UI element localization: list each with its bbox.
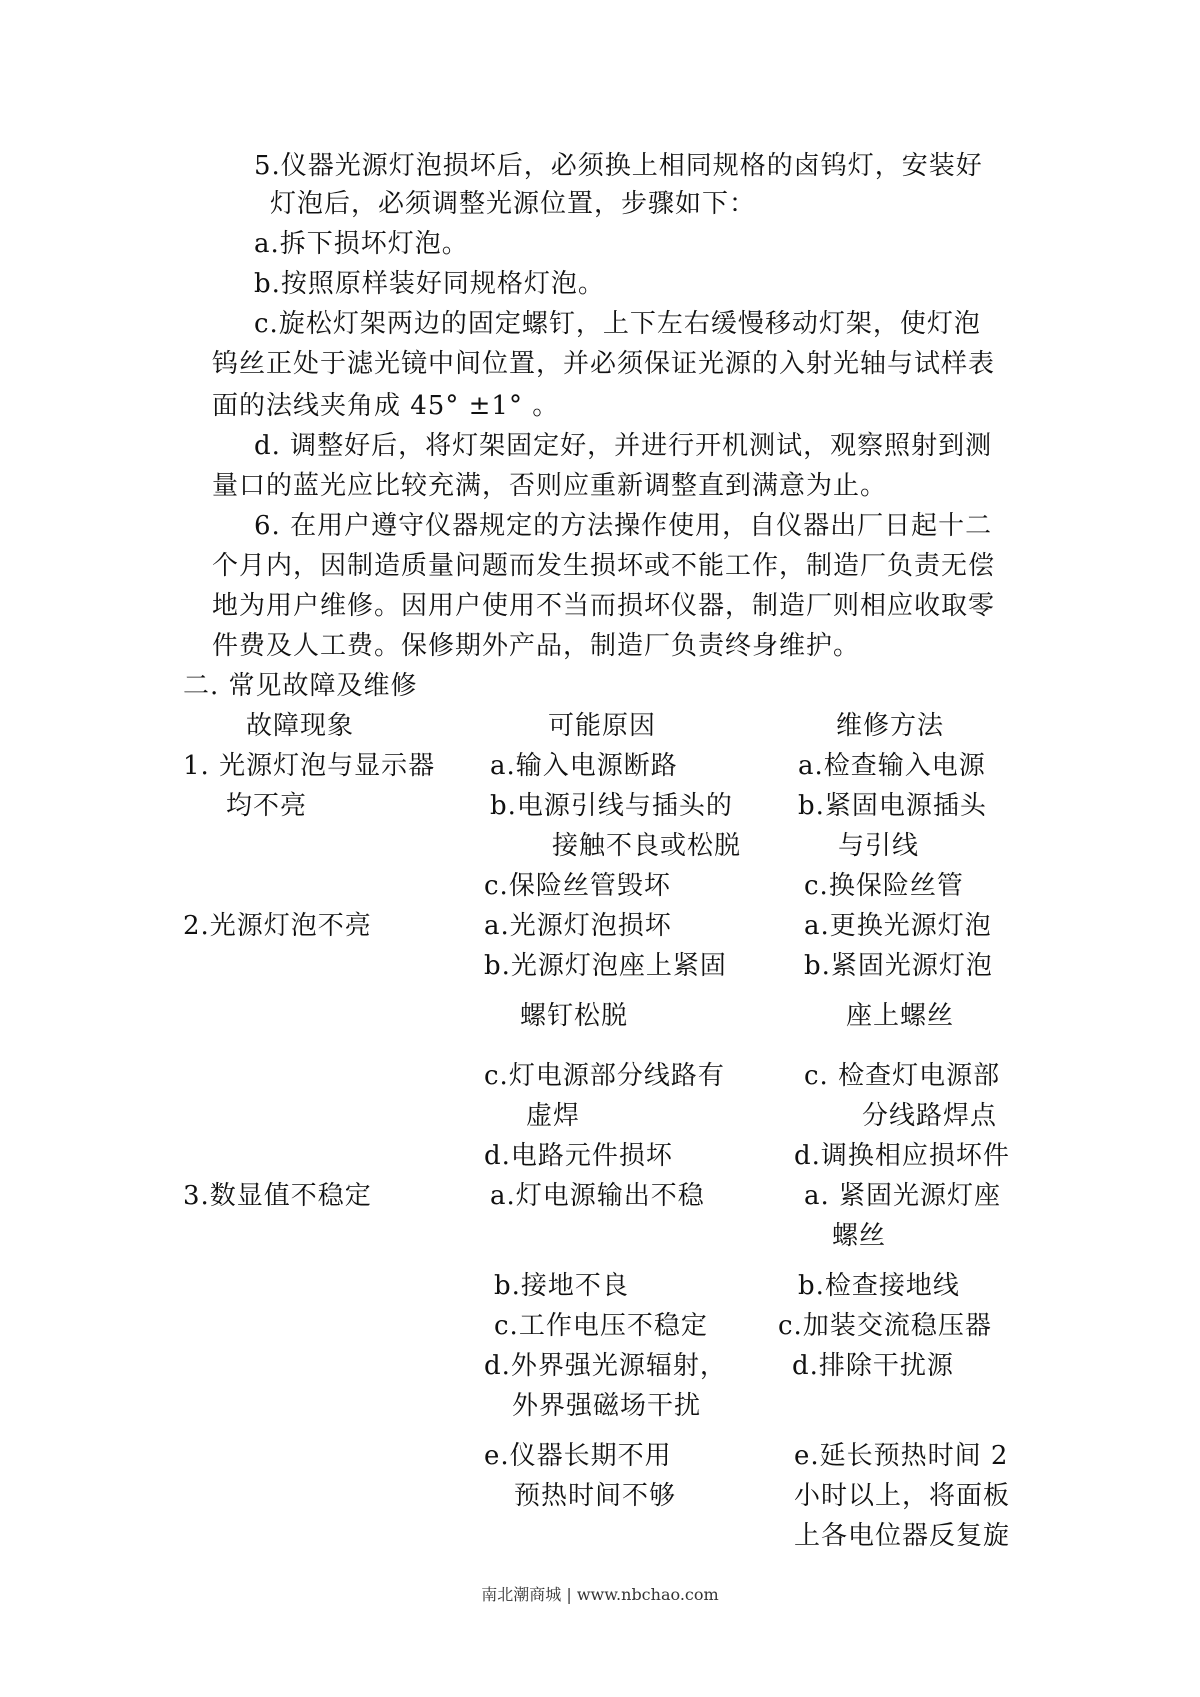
f1-fix-b1: b.紧固电源插头	[798, 791, 987, 821]
f2-cause-c1: c.灯电源部分线路有	[484, 1061, 725, 1091]
f2-cause-c2: 虚焊	[526, 1101, 581, 1131]
item6-line4: 件费及人工费。保修期外产品，制造厂负责终身维护。	[212, 631, 861, 661]
f3-fix-e1: e.延长预热时间 2	[794, 1441, 1009, 1471]
fault1-line1: 1. 光源灯泡与显示器	[183, 751, 436, 781]
step-d-line2: 量口的蓝光应比较充满，否则应重新调整直到满意为止。	[212, 471, 888, 501]
f3-fix-c: c.加装交流稳压器	[778, 1311, 992, 1341]
f1-cause-a: a.输入电源断路	[490, 751, 678, 781]
f2-fix-d: d.调换相应损坏件	[794, 1141, 1010, 1171]
f2-fix-a: a.更换光源灯泡	[804, 911, 992, 941]
f3-cause-d2: 外界强磁场干扰	[512, 1391, 702, 1421]
f3-fix-a1: a. 紧固光源灯座	[804, 1181, 1002, 1211]
f3-cause-d1: d.外界强光源辐射，	[484, 1351, 727, 1381]
header-cause: 可能原因	[548, 711, 657, 741]
item6-line2: 个月内，因制造质量问题而发生损坏或不能工作，制造厂负责无偿	[212, 551, 996, 581]
f3-cause-c: c.工作电压不稳定	[494, 1311, 708, 1341]
f2-cause-d: d.电路元件损坏	[484, 1141, 673, 1171]
fault1-line2: 均不亮	[226, 791, 308, 821]
step-c-line2: 钨丝正处于滤光镜中间位置，并必须保证光源的入射光轴与试样表	[212, 349, 996, 379]
f1-cause-b1: b.电源引线与插头的	[490, 791, 733, 821]
step-b: b.按照原样装好同规格灯泡。	[254, 269, 605, 299]
f2-fix-b1: b.紧固光源灯泡	[804, 951, 993, 981]
f3-fix-d: d.排除干扰源	[792, 1351, 954, 1381]
item5-line1: 5.仪器光源灯泡损坏后，必须换上相同规格的卤钨灯，安装好	[254, 151, 983, 181]
item6-line1: 6. 在用户遵守仪器规定的方法操作使用，自仪器出厂日起十二	[254, 511, 993, 541]
f1-fix-a: a.检查输入电源	[798, 751, 986, 781]
f2-fix-c1: c. 检查灯电源部	[804, 1061, 1001, 1091]
item5-line2: 灯泡后，必须调整光源位置，步骤如下：	[270, 189, 757, 219]
f2-fix-b2: 座上螺丝	[846, 1001, 955, 1031]
f3-cause-a: a.灯电源输出不稳	[490, 1181, 705, 1211]
footer-watermark: 南北潮商城 | www.nbchao.com	[481, 1585, 719, 1604]
f1-fix-c: c.换保险丝管	[804, 871, 964, 901]
step-a: a.拆下损坏灯泡。	[254, 229, 469, 259]
f3-fix-b: b.检查接地线	[798, 1271, 960, 1301]
f2-fix-c2: 分线路焊点	[862, 1101, 998, 1131]
step-d-line1: d. 调整好后，将灯架固定好，并进行开机测试，观察照射到测	[254, 431, 993, 461]
header-fault: 故障现象	[246, 711, 355, 741]
f1-cause-b2: 接触不良或松脱	[552, 831, 742, 861]
step-c-line3: 面的法线夹角成 45° ±1° 。	[212, 391, 560, 421]
f3-fix-e3: 上各电位器反复旋	[794, 1521, 1011, 1551]
item6-line3: 地为用户维修。因用户使用不当而损坏仪器，制造厂则相应收取零	[212, 591, 996, 621]
section2-title: 二. 常见故障及维修	[183, 671, 418, 701]
f2-cause-a: a.光源灯泡损坏	[484, 911, 672, 941]
fault2: 2.光源灯泡不亮	[183, 911, 372, 941]
f2-cause-b2: 螺钉松脱	[520, 1001, 629, 1031]
f3-fix-a2: 螺丝	[832, 1221, 887, 1251]
header-fix: 维修方法	[836, 711, 945, 741]
f1-cause-c: c.保险丝管毁坏	[484, 871, 671, 901]
fault3: 3.数显值不稳定	[183, 1181, 372, 1211]
f3-cause-e1: e.仪器长期不用	[484, 1441, 672, 1471]
step-c-line1: c.旋松灯架两边的固定螺钉，上下左右缓慢移动灯架，使灯泡	[254, 309, 981, 339]
f2-cause-b1: b.光源灯泡座上紧固	[484, 951, 727, 981]
f3-fix-e2: 小时以上，将面板	[794, 1481, 1011, 1511]
f1-fix-b2: 与引线	[838, 831, 920, 861]
f3-cause-e2: 预热时间不够	[514, 1481, 677, 1511]
f3-cause-b: b.接地不良	[494, 1271, 629, 1301]
